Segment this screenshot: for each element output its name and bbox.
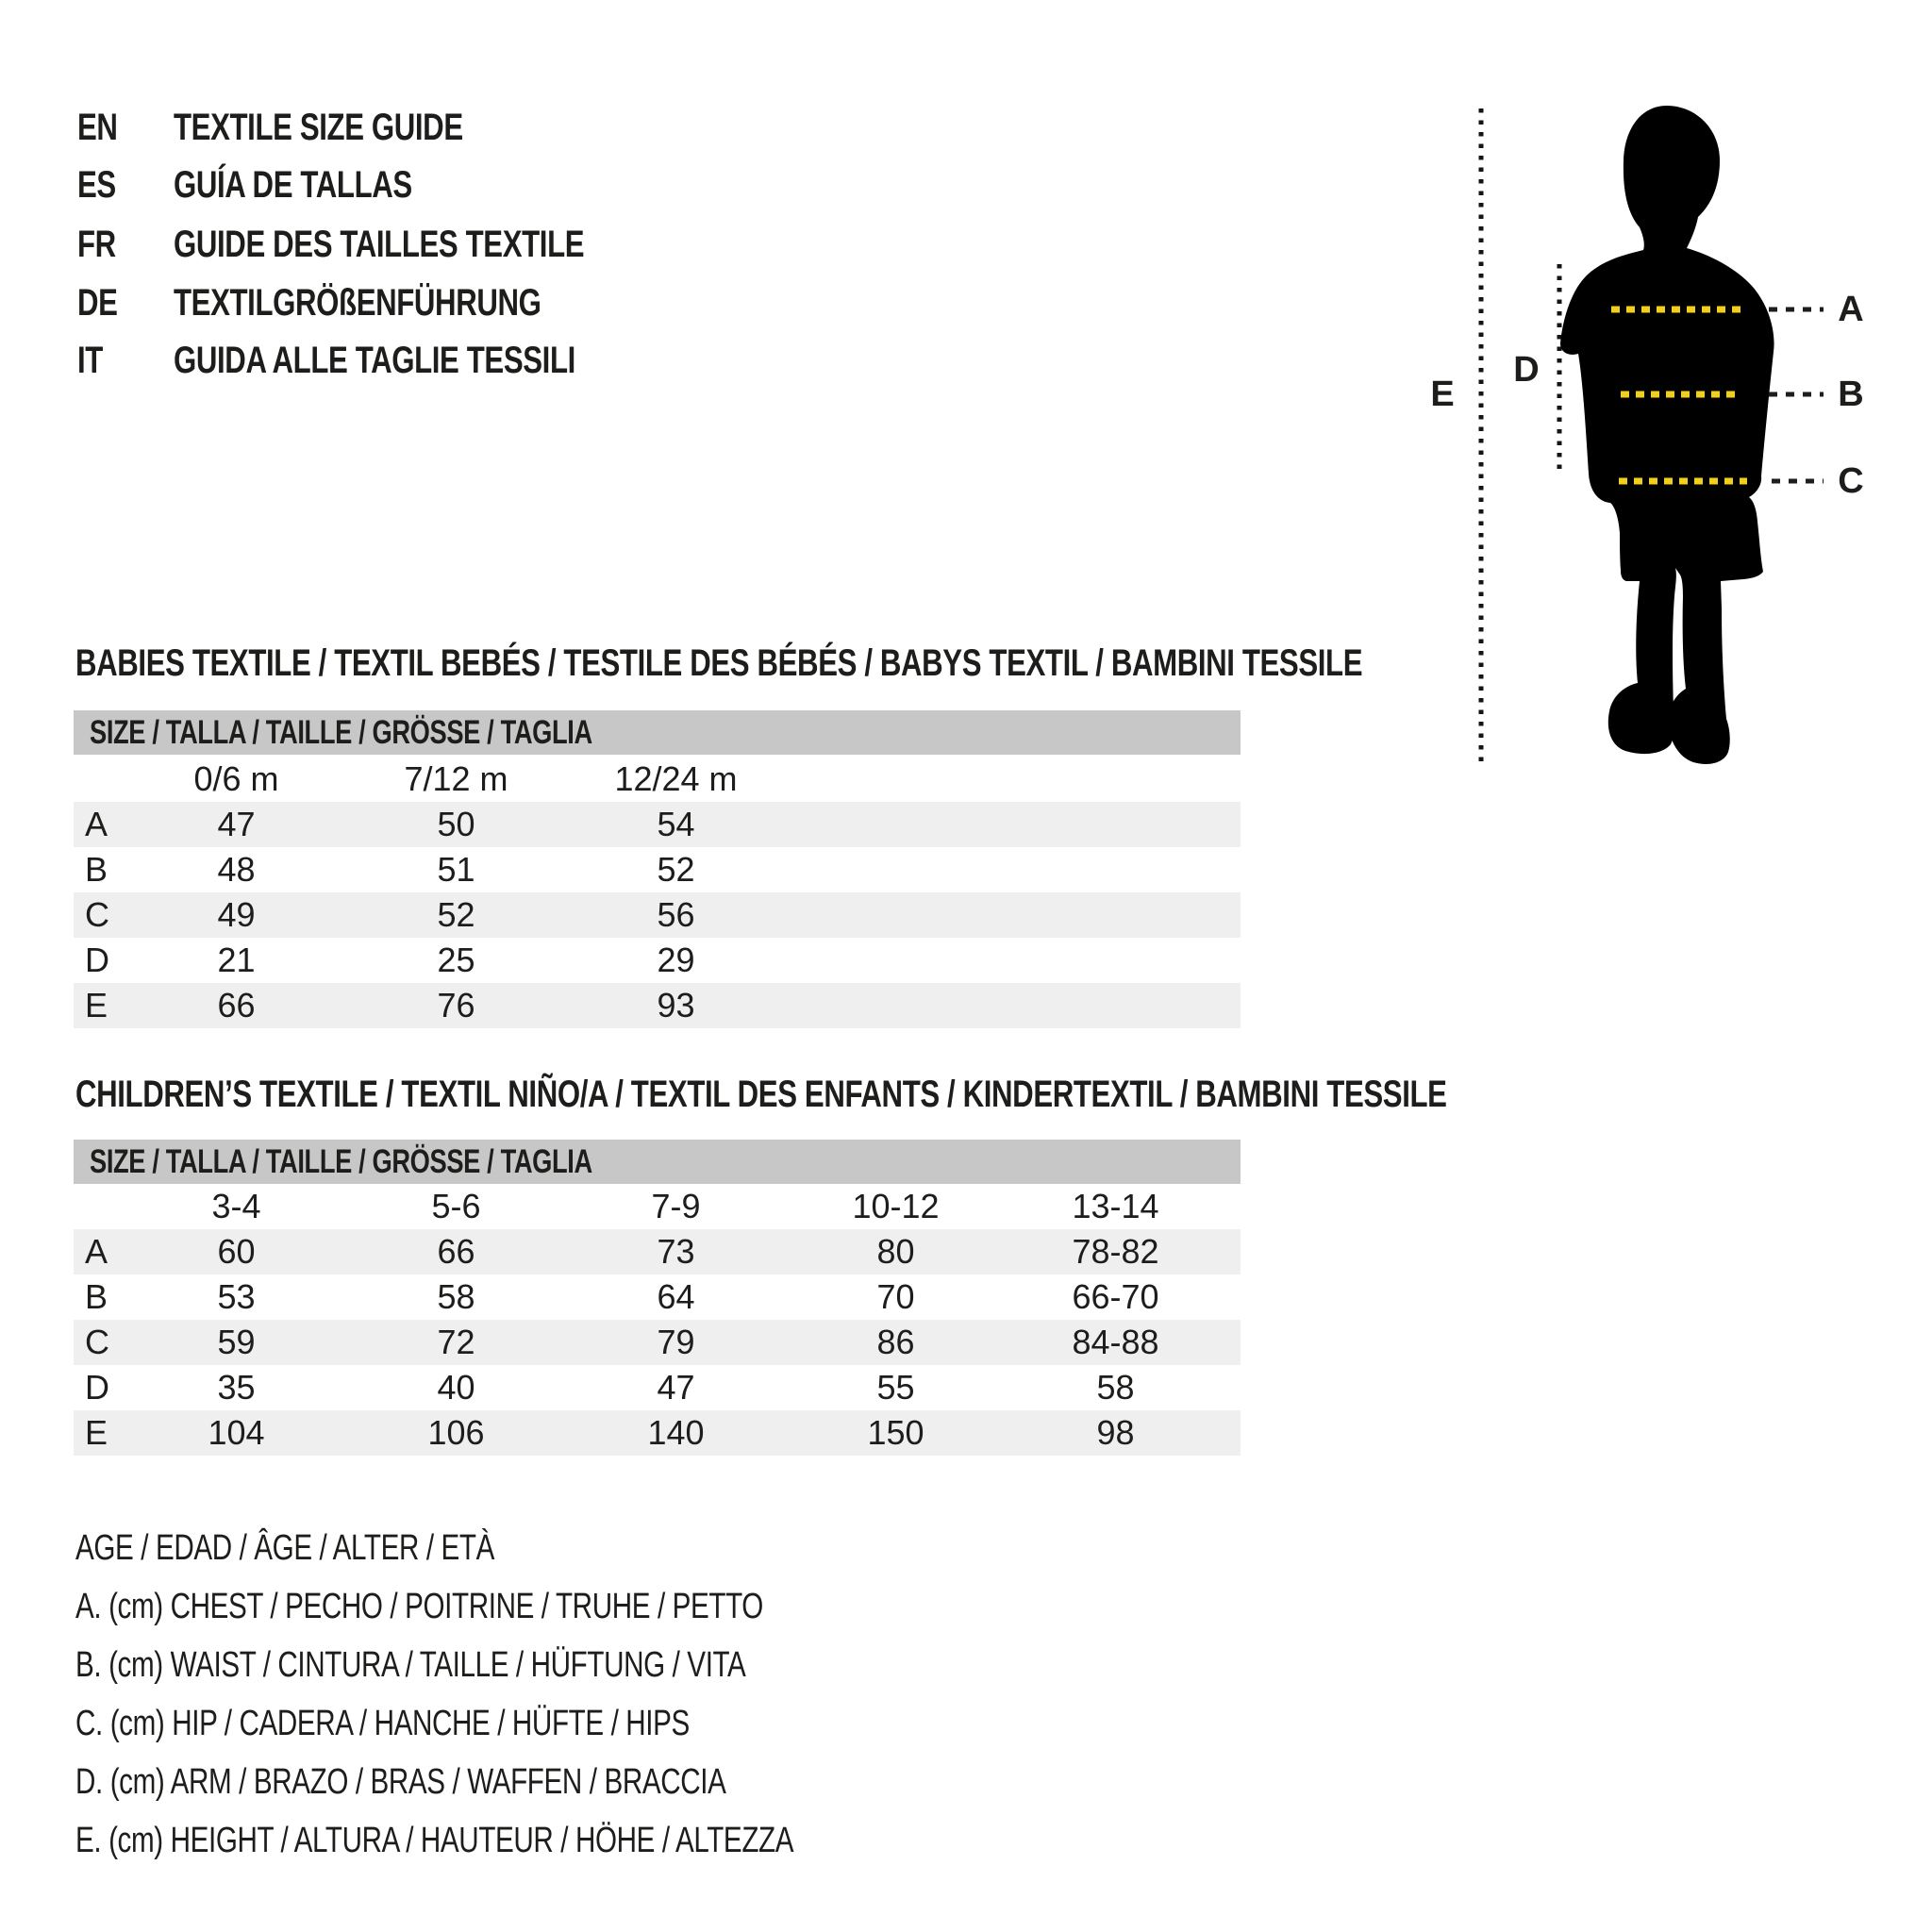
cell: 150 <box>867 1413 924 1452</box>
table-row <box>74 1365 1241 1410</box>
legend-text: AGE / EDAD / ÂGE / ALTER / ETÀ <box>75 1528 495 1568</box>
language-code: ES <box>77 164 116 206</box>
cell: 79 <box>657 1323 695 1361</box>
row-label: D <box>85 1368 109 1407</box>
legend-line-chest <box>75 1584 958 1629</box>
column-header: 13-14 <box>1072 1187 1159 1225</box>
cell: 93 <box>657 986 695 1024</box>
legend-text: A. (cm) CHEST / PECHO / POITRINE / TRUHE / PETTO <box>75 1587 763 1626</box>
figure-label-height: E <box>1430 375 1455 414</box>
legend-text: E. (cm) HEIGHT / ALTURA / HAUTEUR / HÖHE / ALTEZZA <box>75 1821 794 1860</box>
column-header: 3-4 <box>211 1187 261 1225</box>
language-code: IT <box>77 340 103 381</box>
table-row <box>74 938 1241 983</box>
language-code: EN <box>77 107 118 148</box>
children-size-header-band <box>74 1140 1241 1184</box>
cell: 106 <box>427 1413 485 1452</box>
cell: 140 <box>647 1413 705 1452</box>
legend-line-height <box>75 1818 996 1863</box>
cell: 55 <box>876 1368 915 1407</box>
row-label: D <box>85 941 109 979</box>
figure-label-arm: D <box>1513 350 1540 390</box>
cell: 52 <box>657 850 695 889</box>
babies-size-header-text: SIZE / TALLA / TAILLE / GRÖSSE / TAGLIA <box>90 714 592 751</box>
row-label: A <box>85 1232 108 1271</box>
table-row <box>74 847 1241 892</box>
cell: 84-88 <box>1072 1323 1159 1361</box>
table-row <box>74 1229 1241 1274</box>
babies-section-title-text: BABIES TEXTILE / TEXTIL BEBÉS / TESTILE DES BÉBÉS / BABYS TEXTIL / BAMBINI TESSILE <box>75 642 1363 684</box>
cell: 104 <box>208 1413 265 1452</box>
cell: 56 <box>657 895 695 934</box>
cell: 35 <box>217 1368 256 1407</box>
cell: 64 <box>657 1277 695 1316</box>
figure-label-chest: A <box>1838 290 1864 329</box>
children-column-header-row <box>74 1184 1241 1229</box>
guide-title: TEXTILE SIZE GUIDE <box>174 107 463 148</box>
legend-line-arm <box>75 1759 909 1805</box>
cell: 76 <box>437 986 475 1024</box>
cell: 49 <box>217 895 256 934</box>
cell: 53 <box>217 1277 256 1316</box>
language-code: DE <box>77 282 118 324</box>
cell: 80 <box>876 1232 915 1271</box>
table-row <box>74 1274 1241 1320</box>
table-row <box>74 1410 1241 1456</box>
guide-title: TEXTILGRÖßENFÜHRUNG <box>174 282 541 324</box>
cell: 51 <box>437 850 475 889</box>
row-label: C <box>85 895 109 934</box>
cell: 40 <box>437 1368 475 1407</box>
cell: 98 <box>1096 1413 1135 1452</box>
legend-line-hip <box>75 1701 863 1746</box>
legend-text: B. (cm) WAIST / CINTURA / TAILLE / HÜFTUNG / VITA <box>75 1645 746 1685</box>
guide-title: GUIDA ALLE TAGLIE TESSILI <box>174 340 575 381</box>
row-label: A <box>85 805 108 843</box>
language-code: FR <box>77 224 116 265</box>
children-section-title-text: CHILDREN’S TEXTILE / TEXTIL NIÑO/A / TEXTIL DES ENFANTS / KINDERTEXTIL / BAMBINI TESSILE <box>75 1074 1447 1115</box>
cell: 47 <box>657 1368 695 1407</box>
row-label: E <box>85 986 108 1024</box>
legend-text: C. (cm) HIP / CADERA / HANCHE / HÜFTE / HIPS <box>75 1704 690 1743</box>
cell: 66 <box>217 986 256 1024</box>
cell: 70 <box>876 1277 915 1316</box>
cell: 58 <box>437 1277 475 1316</box>
cell: 72 <box>437 1323 475 1361</box>
cell: 25 <box>437 941 475 979</box>
column-header: 7/12 m <box>404 759 508 798</box>
cell: 66-70 <box>1072 1277 1159 1316</box>
table-row <box>74 892 1241 938</box>
row-label: B <box>85 850 108 889</box>
babies-column-header-row <box>74 757 1241 802</box>
babies-section-title <box>75 641 1725 686</box>
row-label: B <box>85 1277 108 1316</box>
measurement-figure <box>1368 57 1932 811</box>
cell: 52 <box>437 895 475 934</box>
figure-label-waist: B <box>1838 375 1864 414</box>
guide-title: GUÍA DE TALLAS <box>174 164 412 206</box>
column-header: 10-12 <box>852 1187 940 1225</box>
cell: 54 <box>657 805 695 843</box>
cell: 78-82 <box>1072 1232 1159 1271</box>
cell: 60 <box>217 1232 256 1271</box>
cell: 73 <box>657 1232 695 1271</box>
cell: 21 <box>217 941 256 979</box>
cell: 50 <box>437 805 475 843</box>
cell: 47 <box>217 805 256 843</box>
cell: 48 <box>217 850 256 889</box>
table-row <box>74 983 1241 1028</box>
table-row <box>74 1320 1241 1365</box>
table-row <box>74 802 1241 847</box>
babies-size-header-band <box>74 710 1241 755</box>
column-header: 7-9 <box>651 1187 701 1225</box>
cell: 86 <box>876 1323 915 1361</box>
cell: 59 <box>217 1323 256 1361</box>
guide-title: GUIDE DES TAILLES TEXTILE <box>174 224 585 265</box>
legend-text: D. (cm) ARM / BRAZO / BRAS / WAFFEN / BRACCIA <box>75 1762 726 1802</box>
row-label: E <box>85 1413 108 1452</box>
column-header: 5-6 <box>431 1187 481 1225</box>
row-label: C <box>85 1323 109 1361</box>
figure-label-hip: C <box>1838 461 1864 501</box>
children-size-header-text: SIZE / TALLA / TAILLE / GRÖSSE / TAGLIA <box>90 1143 592 1180</box>
cell: 58 <box>1096 1368 1135 1407</box>
legend-line-age <box>75 1525 612 1571</box>
column-header: 0/6 m <box>193 759 279 798</box>
cell: 66 <box>437 1232 475 1271</box>
column-header: 12/24 m <box>614 759 738 798</box>
cell: 29 <box>657 941 695 979</box>
children-section-title <box>75 1072 1834 1117</box>
legend-line-waist <box>75 1642 935 1688</box>
